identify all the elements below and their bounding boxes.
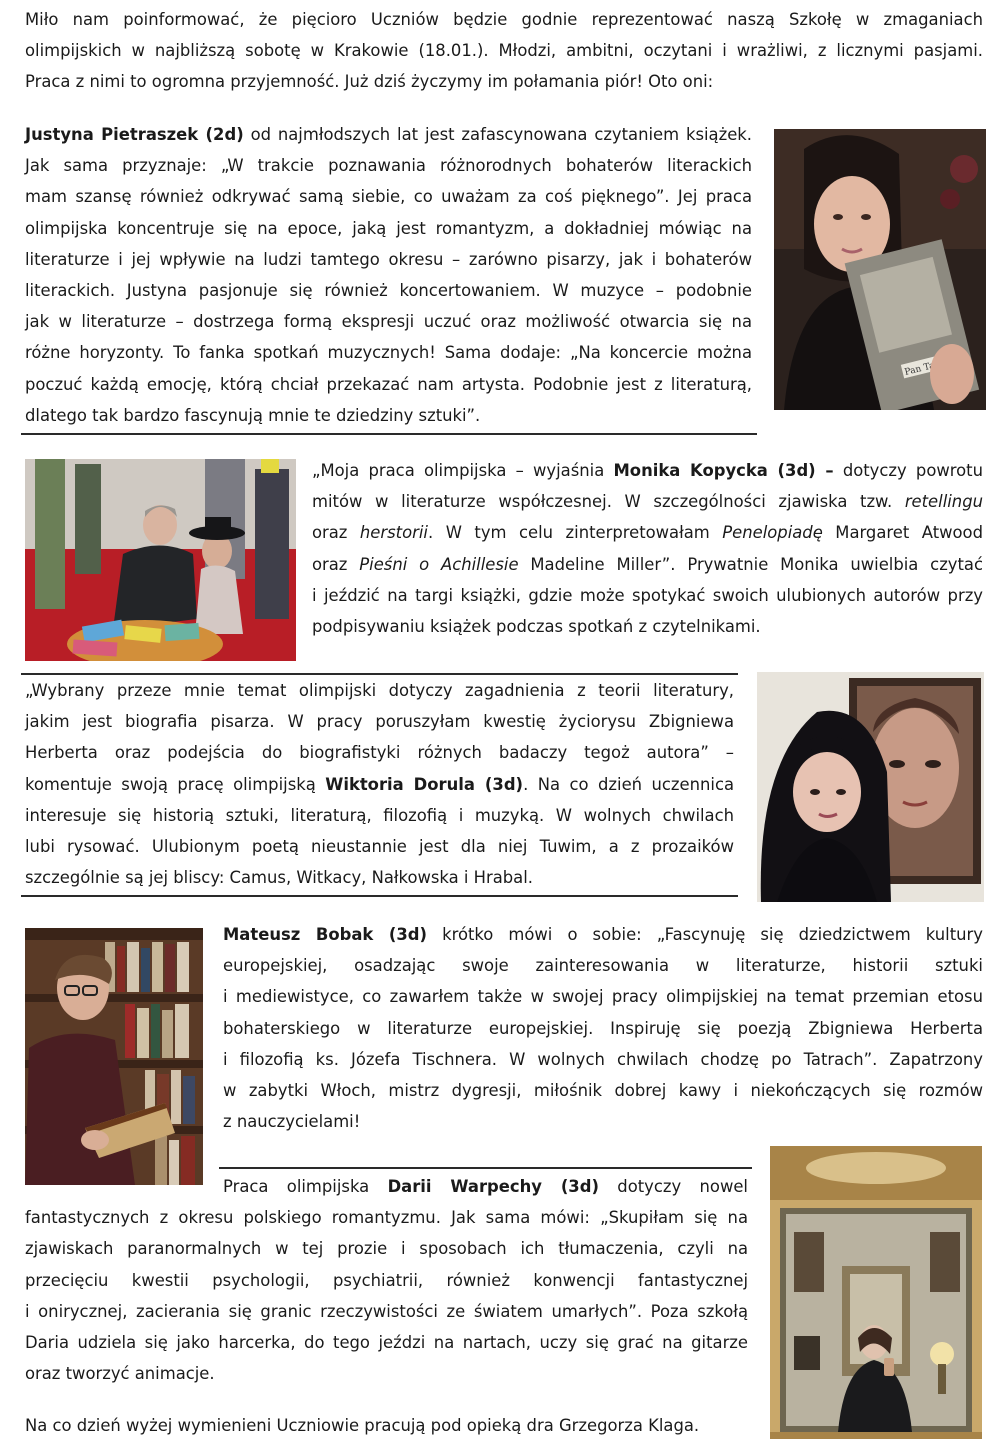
intro-paragraph <box>25 4 983 98</box>
student-name: Justyna Pietraszek (2d) <box>25 125 244 144</box>
section-mateusz-text: Mateusz Bobak (3d) krótko mówi o sobie: „Fascynuję się dziedzictwem kultury europejskiej, osadzając swoje zainteresowania w literaturze, historii sztuki i mediewistyce, co zawarłem także w swojej pracy olimpijskiej na temat przemian etosu bohaterskiego w literaturze europejskiej. Inspiruję się poezją Zbigniewa Herberta i filozofią ks. Józefa Tischnera. W wolnych chwilach chodzę po Tatrach”. Zapatrzony w zabytki Włoch, mistrz dygresji, miłośnik dobrej kawy i niekończących się rozmów z nauczycielami! <box>223 925 983 1132</box>
photo-justyna <box>774 129 986 410</box>
student-name: Wiktoria Dorula (3d) <box>325 774 524 794</box>
intro-line: Praca z nimi to ogromna przyjemność. Już dziś życzymy im połamania piór! Oto oni: <box>25 72 714 92</box>
section-monika-text: „Moja praca olimpijska – wyjaśnia Monika Kopycka (3d) – dotyczy powrotu mitów w literaturze współczesnej. W szczególności zjawiska tzw. retellingu oraz herstorii. W tym celu zinterpretowałam Penelopiadę Margaret Atwood oraz Pieśni o Achillesie Madeline Miller”. Prywatnie Monika uwielbia czytać i jeździć na targi książki, gdzie może spotykać swoich ulubionych autorów przy podpisywaniu książek podczas spotkań z czytelnikami. <box>312 461 983 637</box>
intro-line: olimpijskich w najbliższą sobotę w Krakowie (18.01.). Młodzi, ambitni, oczytani i wrażliwi, z licznymi pasjami. <box>25 41 983 61</box>
student-name: Darii Warpechy (3d) <box>387 1177 599 1196</box>
section-justyna-text: Justyna Pietraszek (2d) od najmłodszych lat jest zafascynowana czytaniem książek. Jak sama przyznaje: „W trakcie poznawania różnorodnych bohaterów literackich mam szansę również odkrywać samą siebie, co uważam za coś pięknego”. Jej praca olimpijska koncentruje się na epoce, jaką jest romantyzm, a dokładniej mówiąc na literaturze i jej wpływie na ludzi tamtego okresu – zarówno pisarzy, jak i bohaterów literackich. Justyna pasjonuje się również koncertowaniem. W muzyce – podobnie jak w literaturze – dostrzega formą ekspresji uczuć oraz możliwość otwarcia się na różne horyzonty. To fanka spotkań muzycznych! Sama dodaje: „Na koncercie można poczuć każdą emocję, którą chciał przekazać nam artysta. Podobnie jest z literaturą, dlatego tak bardzo fascynują mnie te dziedziny sztuki”. <box>25 125 752 425</box>
student-name: Monika Kopycka (3d) – <box>613 461 834 480</box>
book-title-text: Pan <box>903 364 923 378</box>
photo-wiktoria <box>757 672 984 902</box>
divider-1 <box>21 433 757 435</box>
photo-mateusz <box>25 928 203 1185</box>
section-daria-text: Praca olimpijska Darii Warpechy (3d) dotyczy nowel fantastycznych z okresu polskiego romantyzmu. Jak sama mówi: „Skupiłam się na zjawiskach paranormalnych w tej prozie i sposobach ich tłumaczenia, czyli na przecięciu kwestii psychologii, psychiatrii, również konwencji fantastycznej i onirycznej, zacierania się granic rzeczywistości ze światem umarłych”. Poza szkołą Daria udziela się jako harcerka, do tego jeździ na nartach, uczy się grać na gitarze oraz tworzyć animacje. <box>25 1177 748 1384</box>
divider-3 <box>21 895 738 897</box>
intro-line: Miło nam poinformować, że pięcioro Uczniów będzie godnie reprezentować naszą Szkołę w zmaganiach <box>25 10 983 29</box>
photo-daria <box>770 1146 982 1439</box>
divider-4 <box>219 1167 752 1169</box>
photo-monika <box>25 459 296 661</box>
section-wiktoria-text: „Wybrany przeze mnie temat olimpijski dotyczy zagadnienia z teorii literatury, jakim jest biografia pisarza. W pracy poruszyłam kwestię życiorysu Zbigniewa Herberta oraz podejścia do biografistyki różnych badaczy tegoż autora” – komentuje swoją pracę olimpijską Wiktoria Dorula (3d). Na co dzień uczennica interesuje się historią sztuki, literaturą, filozofią i muzyką. W wolnych chwilach lubi rysować. Ulubionym poetą nieustannie jest dla niej Tuwim, a z prozaików szczególnie są jej bliscy: Camus, Witkacy, Nałkowska i Hrabal. <box>25 681 734 888</box>
student-name: Mateusz Bobak (3d) <box>223 925 427 944</box>
closing-line: Na co dzień wyżej wymienieni Uczniowie pracują pod opieką dra Grzegorza Klaga. <box>25 1416 700 1435</box>
